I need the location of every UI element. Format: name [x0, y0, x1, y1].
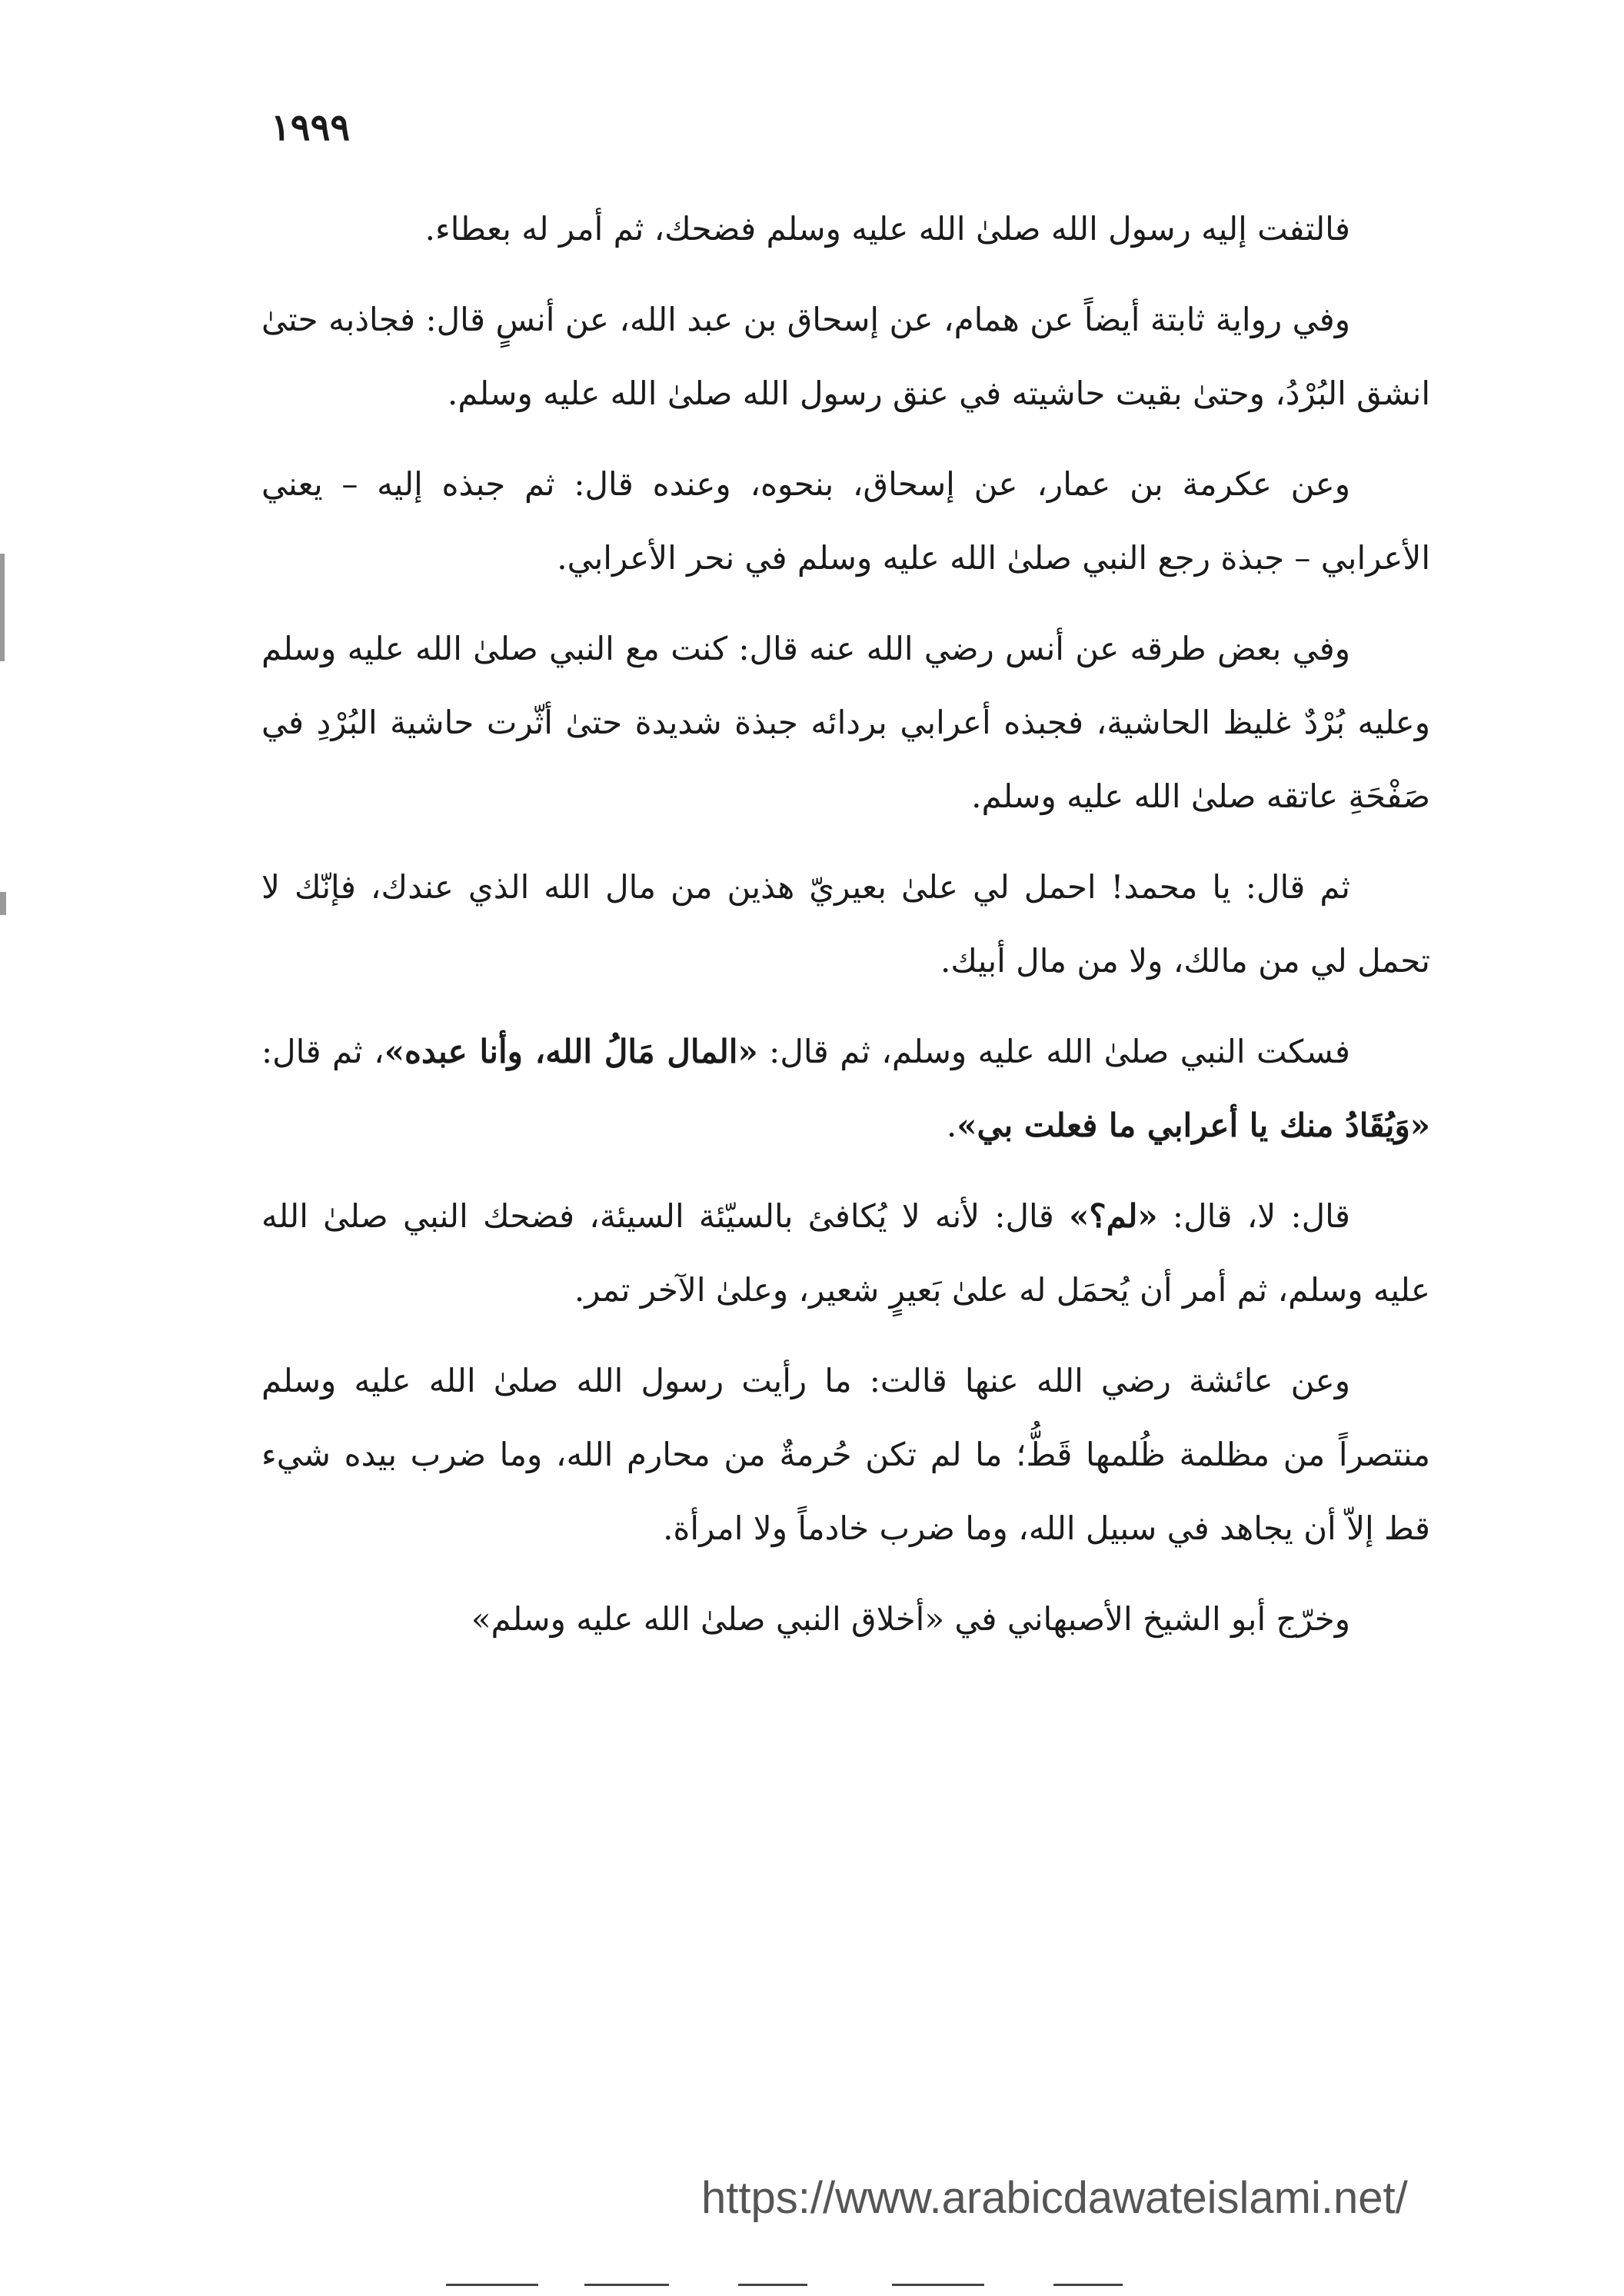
scan-edge-mark-top: [0, 554, 5, 661]
website-url[interactable]: https://www.arabicdawateislami.net/: [701, 2173, 1408, 2223]
bottom-rule-1: [446, 2284, 538, 2286]
page-body-text: [261, 192, 1430, 1673]
paragraph-1: فالتفت إليه رسول الله صلىٰ الله عليه وسلم فضحك، ثم أمر له بعطاء.: [424, 210, 1350, 248]
paragraph-6-before: فسكت النبي صلىٰ الله عليه وسلم، ثم قال:: [757, 1033, 1350, 1070]
page-number: ١٩٩٩: [271, 106, 351, 149]
paragraph-2: وفي رواية ثابتة أيضاً عن همام، عن إسحاق بن عبد الله، عن أنسٍ قال: فجاذبه حتىٰ انشق البُرْدُ، وحتىٰ بقيت حاشيته في عنق رسول الله صلىٰ الله عليه وسلم.: [261, 301, 1430, 412]
paragraph-4: وفي بعض طرقه عن أنس رضي الله عنه قال: كنت مع النبي صلىٰ الله عليه وسلم وعليه بُرْدٌ غليظ الحاشية، فجبذه أعرابي بردائه جبذة شديدة حتىٰ أثّرت حاشية البُرْدِ في صَفْحَةِ عاتقه صلىٰ الله عليه وسلم.: [261, 630, 1430, 815]
paragraph-7-quote: «لم؟»: [1069, 1197, 1158, 1235]
paragraph-6-quote-2: «وَيُقَادُ منك يا أعرابي ما فعلت بي»: [957, 1106, 1430, 1144]
paragraph-3: وعن عكرمة بن عمار، عن إسحاق، بنحوه، وعنده قال: ثم جبذه إليه – يعني الأعرابي – جبذة رجع النبي صلىٰ الله عليه وسلم في نحر الأعرابي.: [261, 465, 1430, 577]
bottom-rule-4: [892, 2284, 984, 2286]
paragraph-7: [261, 1180, 1430, 1327]
paragraph-7-before: قال: لا، قال:: [1157, 1197, 1351, 1235]
bottom-rule-3: [738, 2284, 807, 2286]
paragraph-6-after: .: [946, 1106, 957, 1144]
bottom-rule-2: [584, 2284, 669, 2286]
bottom-rule-5: [1053, 2284, 1123, 2286]
paragraph-5: ثم قال: يا محمد! احمل لي علىٰ بعيريّ هذين من مال الله الذي عندك، فإنّك لا تحمل لي من مالك، ولا من مال أبيك.: [261, 868, 1430, 980]
paragraph-8: وعن عائشة رضي الله عنها قالت: ما رأيت رسول الله صلىٰ الله عليه وسلم منتصراً من مظلمة ظُلمها قَطُّ؛ ما لم تكن حُرمةٌ من محارم الله، وما ضرب بيده شيء قط إلاّ أن يجاهد في سبيل الله، وما ضرب خادماً ولا امرأة.: [261, 1362, 1430, 1547]
scan-edge-mark-middle: [0, 892, 6, 915]
paragraph-6-middle: ، ثم قال:: [261, 1033, 384, 1070]
paragraph-7-after: قال: لأنه لا يُكافئ بالسيّئة السيئة، فضحك النبي صلىٰ الله عليه وسلم، ثم أمر أن يُحمَل له علىٰ بَعيرٍ شعير، وعلىٰ الآخر تمر.: [261, 1197, 1430, 1309]
paragraph-9: وخرّج أبو الشيخ الأصبهاني في «أخلاق النبي صلىٰ الله عليه وسلم»: [471, 1600, 1350, 1638]
paragraph-6: [261, 1015, 1430, 1163]
paragraph-6-quote-1: «المال مَالُ الله، وأنا عبده»: [384, 1033, 758, 1070]
